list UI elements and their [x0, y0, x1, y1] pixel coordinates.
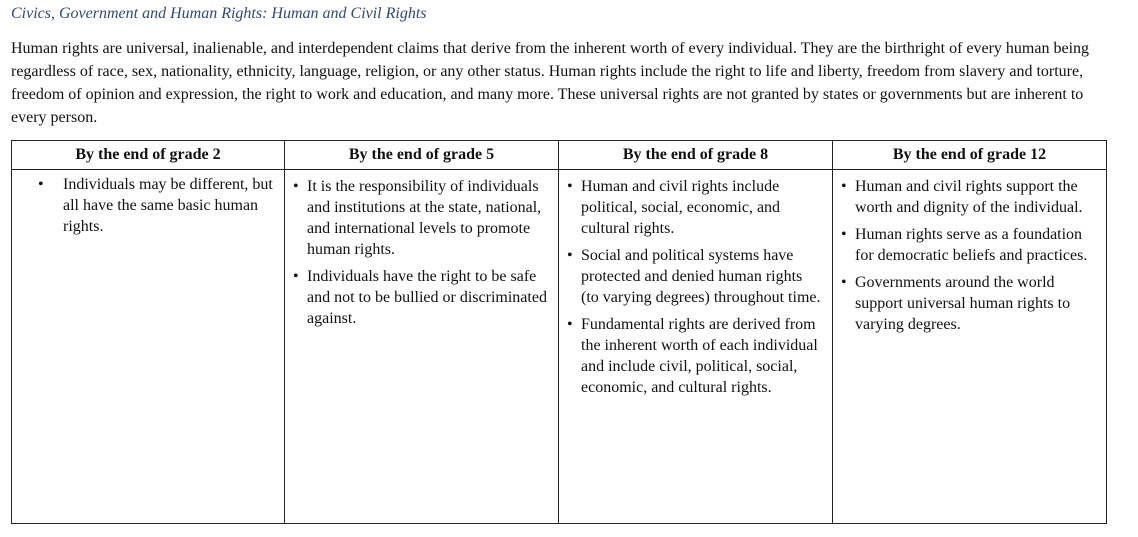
list-item [559, 314, 832, 398]
list-item [285, 176, 558, 260]
list-item-text: Individuals may be different, but all have the same basic human rights. [63, 176, 273, 235]
grade-expectations-table [11, 140, 1107, 524]
bullet-icon: • [293, 268, 299, 285]
list-item-text: Fundamental rights are derived from the inherent worth of each individual and include civil, political, social, economic, and cultural rights. [581, 316, 818, 396]
header-grade-8: By the end of grade 8 [559, 141, 833, 170]
list-item [833, 176, 1106, 218]
bullet-list [833, 176, 1106, 335]
intro-paragraph: Human rights are universal, inalienable, and interdependent claims that derive from the inherent worth of every individual. They are the birthright of every human being regardless of race, sex, nationality, ethnicity, language, religion, or any other status. Human rights include the right to life and liberty, freedom from slavery and torture, freedom of opinion and expression, the right to work and education, and many more. These universal rights are not granted by states or governments but are inherent to every person. [11, 40, 1090, 126]
bullet-list [559, 176, 832, 398]
cell-grade-5 [285, 170, 559, 524]
cell-grade-12 [833, 170, 1107, 524]
bullet-icon: • [293, 178, 299, 195]
bullet-icon: • [567, 178, 573, 195]
bullet-icon: • [841, 178, 847, 195]
list-item [559, 176, 832, 239]
table-header-row [12, 141, 1107, 170]
list-item-text: Human rights serve as a foundation for democratic beliefs and practices. [855, 226, 1088, 264]
section-heading: Civics, Government and Human Rights: Human and Civil Rights [11, 5, 427, 22]
header-grade-5: By the end of grade 5 [285, 141, 559, 170]
bullet-icon: • [567, 247, 573, 264]
list-item [12, 174, 284, 237]
list-item-text: Governments around the world support universal human rights to varying degrees. [855, 274, 1071, 333]
header-grade-2: By the end of grade 2 [12, 141, 285, 170]
bullet-icon: • [841, 226, 847, 243]
list-item [559, 245, 832, 308]
cell-grade-8 [559, 170, 833, 524]
list-item [833, 224, 1106, 266]
list-item-text: It is the responsibility of individuals and institutions at the state, national, and international levels to promote human rights. [307, 178, 542, 258]
list-item-text: Social and political systems have protected and denied human rights (to varying degrees) throughout time. [581, 247, 821, 306]
list-item-text: Individuals have the right to be safe and not to be bullied or discriminated against. [307, 268, 547, 327]
list-item-text: Human and civil rights support the worth and dignity of the individual. [855, 178, 1083, 216]
cell-grade-2 [12, 170, 285, 524]
bullet-list [12, 174, 284, 237]
list-item [285, 266, 558, 329]
list-item-text: Human and civil rights include political, social, economic, and cultural rights. [581, 178, 781, 237]
list-item [833, 272, 1106, 335]
bullet-icon: • [841, 274, 847, 291]
bullet-list [285, 176, 558, 329]
bullet-icon: • [567, 316, 573, 333]
header-grade-12: By the end of grade 12 [833, 141, 1107, 170]
bullet-icon: • [38, 176, 44, 193]
table-row [12, 170, 1107, 524]
